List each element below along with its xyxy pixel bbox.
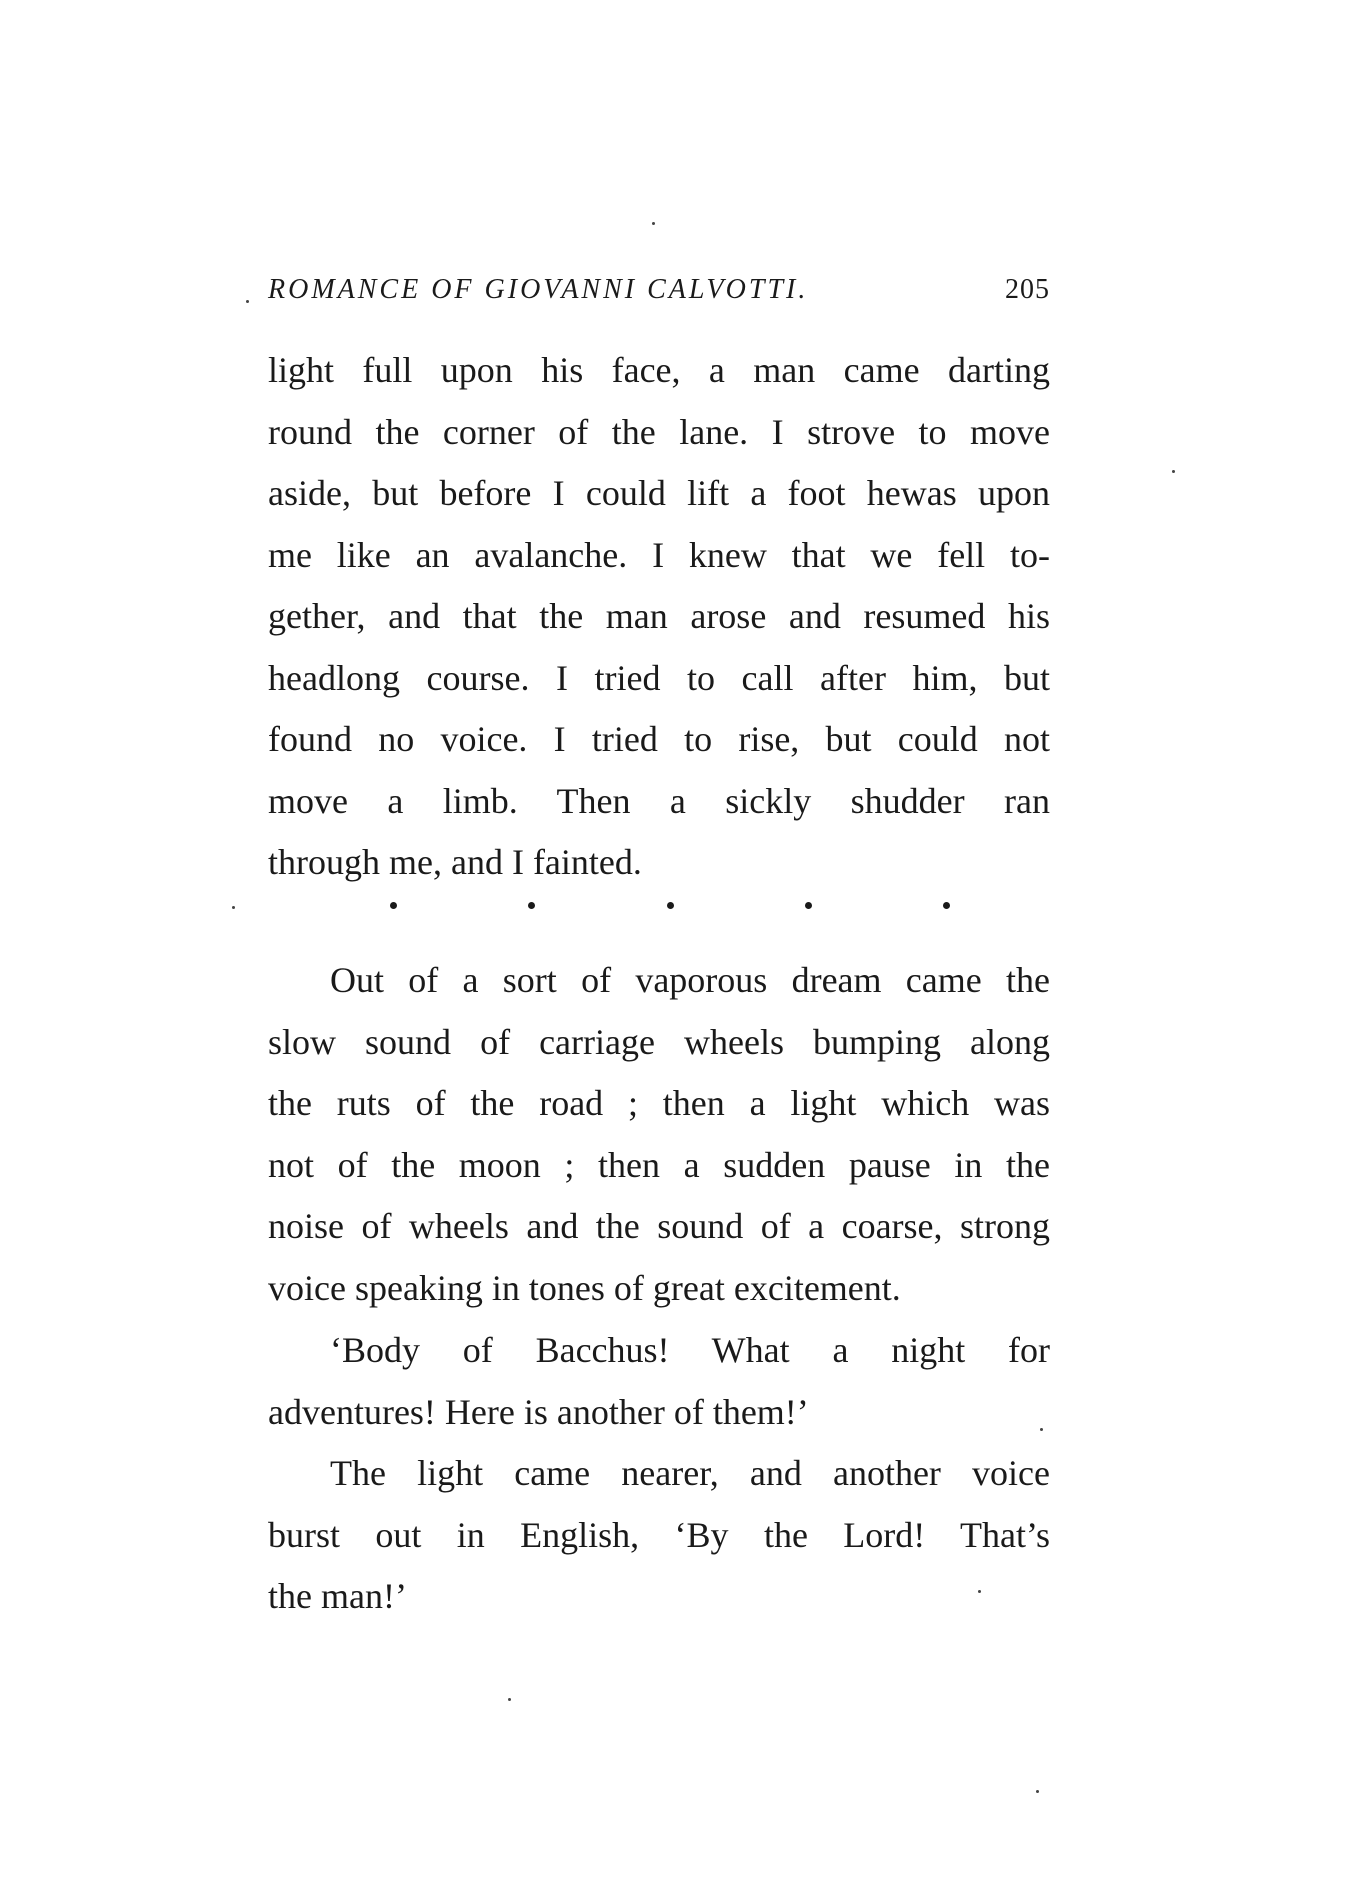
scan-speck — [978, 1590, 981, 1593]
text-line: burst out in English, ‘By the Lord! That’s — [268, 1514, 1050, 1555]
paragraph-3 — [268, 1320, 1050, 1443]
text-line: aside, but before I could lift a foot hewas upon — [268, 473, 1050, 513]
text-line: voice speaking in tones of great excitement. — [268, 1267, 901, 1308]
text-line: The light came nearer, and another voice — [330, 1453, 1050, 1493]
text-line: headlong course. I tried to call after him, but — [268, 657, 1050, 698]
text-line: the ruts of the road ; then a light which was — [268, 1083, 1050, 1123]
text-line: the man!’ — [268, 1576, 407, 1616]
text-line: ‘Body of Bacchus! What a night for — [330, 1330, 1050, 1370]
running-head — [268, 274, 1050, 314]
text-line: not of the moon ; then a sudden pause in the — [268, 1144, 1050, 1185]
running-title: ROMANCE OF GIOVANNI CALVOTTI. — [268, 274, 809, 305]
text-line: round the corner of the lane. I strove to move — [268, 411, 1050, 452]
paragraph-1 — [268, 340, 1050, 894]
paragraph-2 — [268, 950, 1050, 1319]
scan-speck — [1036, 1790, 1039, 1793]
ornament-dot — [805, 902, 812, 909]
paragraph-4 — [268, 1443, 1050, 1628]
page-number: 205 — [1005, 274, 1050, 305]
ornament-dot — [667, 902, 674, 909]
text-line: light full upon his face, a man came darting — [268, 350, 1050, 390]
ornament-dot — [390, 902, 397, 909]
ornament-dot — [528, 902, 535, 909]
scan-speck — [246, 300, 249, 303]
text-line: move a limb. Then a sickly shudder ran — [268, 780, 1050, 821]
text-line: Out of a sort of vaporous dream came the — [330, 960, 1050, 1000]
text-line: through me, and I fainted. — [268, 842, 642, 882]
scan-speck — [1040, 1428, 1043, 1431]
scan-speck — [508, 1698, 511, 1701]
text-line: gether, and that the man arose and resumed his — [268, 596, 1050, 636]
text-line: noise of wheels and the sound of a coarse, strong — [268, 1206, 1050, 1246]
scan-speck — [652, 222, 655, 225]
scan-speck — [232, 906, 235, 909]
ornament-dot — [943, 902, 950, 909]
text-line: me like an avalanche. I knew that we fell to- — [268, 534, 1050, 575]
text-line: slow sound of carriage wheels bumping along — [268, 1021, 1050, 1062]
scan-speck — [1172, 470, 1175, 473]
text-line: found no voice. I tried to rise, but could not — [268, 719, 1050, 759]
section-break-dots — [390, 890, 950, 920]
text-line: adventures! Here is another of them!’ — [268, 1391, 809, 1432]
